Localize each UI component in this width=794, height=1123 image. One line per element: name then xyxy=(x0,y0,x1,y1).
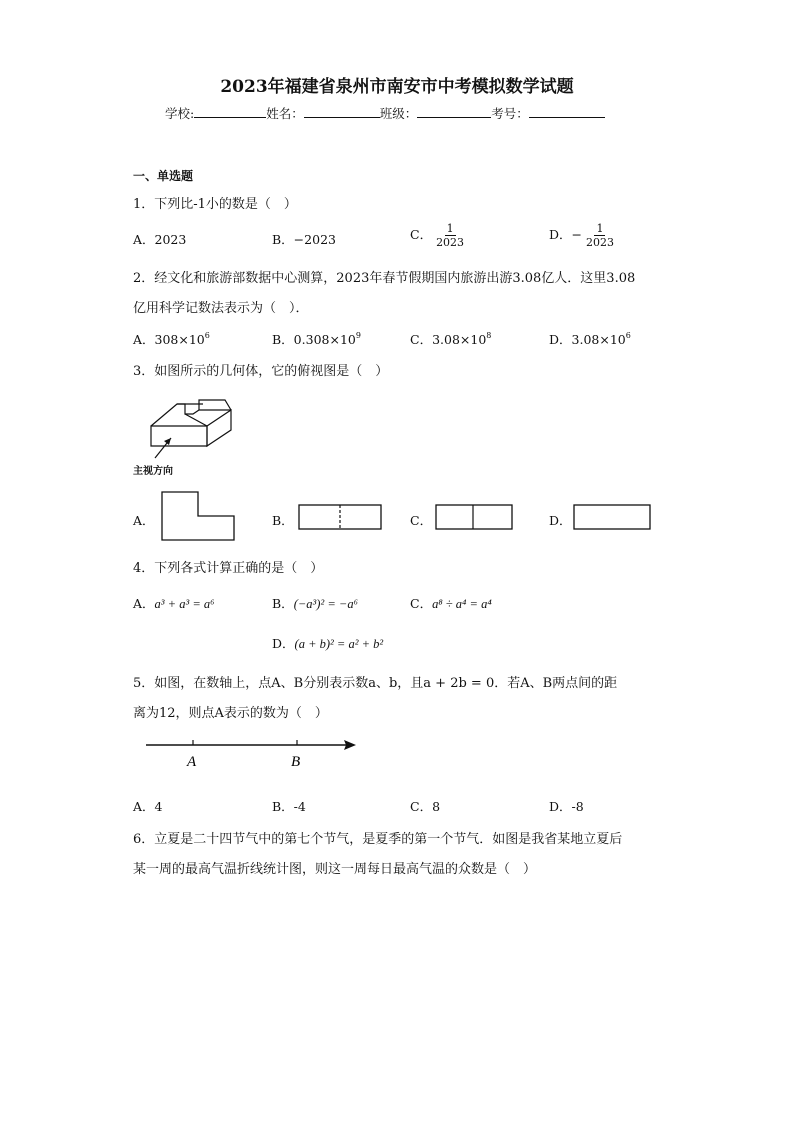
q3-option-a-figure xyxy=(160,490,238,544)
q5-number-line xyxy=(140,735,364,771)
q2-option-d-text: D．3.08×10 xyxy=(549,332,626,347)
question-4-stem: 4．下列各式计算正确的是（ ） xyxy=(133,561,324,576)
q4-option-a-formula: a³ + a³ = a⁶ xyxy=(154,597,215,611)
q2-option-a xyxy=(133,330,210,348)
q1-option-d-label: D．− xyxy=(549,227,582,242)
section-title: 一、单选题 xyxy=(133,169,194,183)
question-3-stem: 3．如图所示的几何体，它的俯视图是（ ） xyxy=(133,364,389,379)
q2-option-b xyxy=(272,330,361,348)
q4-option-a-label: A． xyxy=(133,596,155,611)
exam-no-blank xyxy=(529,105,605,118)
q1-option-c-label: C． xyxy=(410,227,433,242)
question-6-stem-line1: 6．立夏是二十四节气中的第七个节气，是夏季的第一个节气．如图是我省某地立夏后 xyxy=(133,832,623,847)
solid-raised-block xyxy=(199,400,231,410)
class-label: 班级： xyxy=(379,106,418,121)
solid-top-edges xyxy=(151,404,231,426)
q2-option-b-text: B．0.308×10 xyxy=(272,332,356,347)
solid-front-face xyxy=(151,426,207,446)
q3-figure-caption: 主视方向 xyxy=(133,466,173,477)
q5-option-a: A．4 xyxy=(133,799,163,814)
q3-option-c-figure xyxy=(435,503,515,531)
q2-option-c-exponent: 8 xyxy=(486,331,492,340)
q2-option-a-exponent: 6 xyxy=(204,331,210,340)
q1-option-a: A．2023 xyxy=(133,232,187,247)
q2-option-b-exponent: 9 xyxy=(355,331,361,340)
q2-option-a-text: A．308×10 xyxy=(133,332,205,347)
q4-option-d xyxy=(272,634,383,652)
q3-option-c: C． xyxy=(410,513,433,528)
question-5-stem-line1: 5．如图，在数轴上，点A、B分别表示数a、b，且a + 2b = 0．若A、B两点间的距 xyxy=(133,676,618,691)
q3-option-a: A． xyxy=(133,513,155,528)
fraction-denominator: 2023 xyxy=(585,236,614,249)
q1-option-b: B．−2023 xyxy=(272,232,336,247)
name-blank xyxy=(304,105,380,118)
q4-option-d-label: D． xyxy=(272,636,295,651)
q4-option-b-formula: (−a³)² = −a⁶ xyxy=(293,597,358,611)
page-title: 2023年福建省泉州市南安市中考模拟数学试题 xyxy=(220,77,574,97)
exam-no-label: 考号： xyxy=(491,106,529,121)
student-info-line xyxy=(165,104,605,122)
point-b-label: B xyxy=(291,754,301,770)
q4-option-c-label: C． xyxy=(410,596,433,611)
q5-option-c: C．8 xyxy=(410,799,441,814)
arrow-head-icon xyxy=(164,438,171,445)
q2-option-c xyxy=(410,330,491,348)
q4-option-a xyxy=(133,594,215,612)
fraction-denominator: 2023 xyxy=(436,236,465,249)
q3-solid-figure xyxy=(133,390,243,460)
school-blank xyxy=(194,105,266,118)
q4-option-d-formula: (a + b)² = a² + b² xyxy=(294,637,384,651)
question-6-stem-line2: 某一周的最高气温折线统计图，则这一周每日最高气温的众数是（ ） xyxy=(133,862,537,877)
q1-option-d-fraction xyxy=(586,222,614,249)
q2-option-d-exponent: 6 xyxy=(625,331,631,340)
q1-option-d xyxy=(549,222,614,249)
q4-option-c xyxy=(410,594,492,612)
q1-option-c xyxy=(410,222,464,249)
question-5-stem-line2: 离为12，则点A表示的数为（ ） xyxy=(133,706,328,721)
q3-option-b-figure xyxy=(298,503,384,531)
q4-option-b xyxy=(272,594,358,612)
q2-option-c-text: C．3.08×10 xyxy=(410,332,487,347)
question-2-stem-line1: 2．经文化和旅游部数据中心测算，2023年春节假期国内旅游出游3.08亿人．这里3.08 xyxy=(133,271,636,286)
q1-option-c-fraction xyxy=(436,222,464,249)
q2-option-d xyxy=(549,330,631,348)
q3-option-d: D． xyxy=(549,513,572,528)
question-1-stem: 1．下列比-1小的数是（ ） xyxy=(133,197,297,212)
q4-option-b-label: B． xyxy=(272,596,294,611)
school-label: 学校: xyxy=(165,106,195,121)
fraction-numerator: 1 xyxy=(446,222,454,235)
solid-inner-edge xyxy=(185,414,207,426)
q3-option-d-figure xyxy=(573,503,653,531)
fraction-numerator: 1 xyxy=(596,222,604,235)
name-label: 姓名： xyxy=(266,106,304,121)
point-a-label: A xyxy=(187,754,197,770)
question-2-stem-line2: 亿用科学记数法表示为（ ）． xyxy=(133,301,309,316)
class-blank xyxy=(417,105,491,118)
q5-option-b: B．-4 xyxy=(272,799,306,814)
q4-option-c-formula: a⁸ ÷ a⁴ = a⁴ xyxy=(432,597,492,611)
solid-right-face xyxy=(207,410,231,446)
q3-option-b: B． xyxy=(272,513,294,528)
q5-option-d: D．-8 xyxy=(549,799,584,814)
